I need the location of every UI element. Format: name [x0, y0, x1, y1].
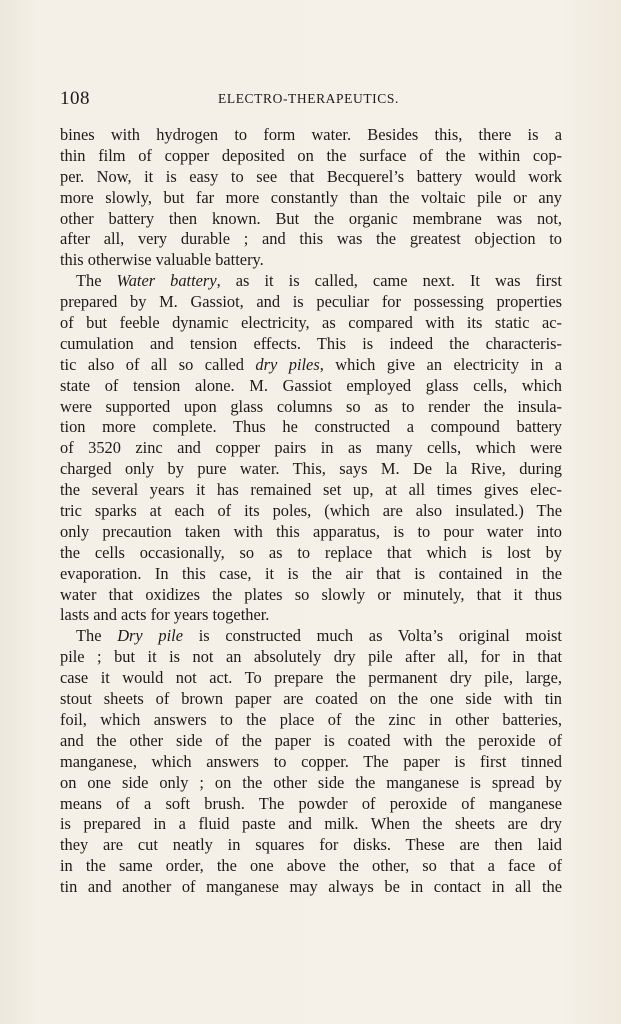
text-line: evaporation. In this case, it is the air that is contained in the — [60, 563, 562, 583]
text-line: prepared by M. Gassiot, and is peculiar for possessing properties — [60, 292, 562, 312]
text-line: manganese, which answers to copper. The paper is first tinned — [60, 751, 562, 771]
text-line: more slowly, but far more constantly than the voltaic pile or any — [60, 187, 562, 207]
text-line: tric sparks at each of its poles, (which are also insulated.) The — [60, 501, 562, 521]
italic-term: dry piles — [255, 354, 320, 374]
text-line: tion more complete. Thus he constructed a compound battery — [60, 417, 562, 437]
text-line: the several years it has remained set up, at all times gives elec- — [60, 480, 562, 500]
text-line: this otherwise valuable battery. — [60, 250, 264, 270]
text-line: pile ; but it is not an absolutely dry pile after all, for in that — [60, 647, 562, 667]
text-line: means of a soft brush. The powder of peroxide of manganese — [60, 793, 562, 813]
text-line: on one side only ; on the other side the manganese is spread by — [60, 772, 562, 792]
text-line: were supported upon glass columns so as to render the insula- — [60, 396, 562, 416]
text-line: The Dry pile is constructed much as Volta’s original moist — [76, 626, 562, 646]
text-line: other battery then known. But the organic membrane was not, — [60, 208, 562, 228]
text-line: water that oxidizes the plates so slowly or minutely, that it thus — [60, 584, 562, 604]
text-line: bines with hydrogen to form water. Besides this, there is a — [60, 125, 562, 144]
text-line: The Water battery, as it is called, came next. It was first — [76, 271, 562, 291]
italic-term: Dry pile — [117, 626, 184, 646]
text-line: after all, very durable ; and this was the greatest objection to — [60, 229, 562, 249]
text-line: of 3520 zinc and copper pairs in as many cells, which were — [60, 438, 562, 458]
text-line: only precaution taken with this apparatus, is to pour water into — [60, 521, 562, 541]
text-line: charged only by pure water. This, says M. De la Rive, during — [60, 459, 562, 479]
page-header — [60, 88, 565, 112]
italic-term: Water battery — [116, 271, 217, 291]
text-line: is prepared in a fluid paste and milk. When the sheets are dry — [60, 814, 562, 834]
text-line: tin and another of manganese may always be in contact in all the — [60, 877, 562, 897]
page-number: 108 — [60, 88, 90, 109]
running-head: ELECTRO-THERAPEUTICS. — [218, 91, 399, 106]
text-line: foil, which answers to the place of the zinc in other batteries, — [60, 709, 562, 729]
text-line: the cells occasionally, so as to replace that which is lost by — [60, 542, 562, 562]
text-line: they are cut neatly in squares for disks. These are then laid — [60, 835, 562, 855]
text-line: in the same order, the one above the other, so that a face of — [60, 856, 562, 876]
text-line: state of tension alone. M. Gassiot employed glass cells, which — [60, 375, 562, 395]
text-line: of but feeble dynamic electricity, as compared with its static ac- — [60, 313, 562, 333]
text-line: cumulation and tension effects. This is indeed the characteris- — [60, 333, 562, 353]
text-line: stout sheets of brown paper are coated on the one side with tin — [60, 689, 562, 709]
text-line: thin film of copper deposited on the surface of the within cop- — [60, 145, 562, 165]
text-line: case it would not act. To prepare the permanent dry pile, large, — [60, 668, 562, 688]
text-line: lasts and acts for years together. — [60, 605, 270, 625]
text-line: tic also of all so called dry piles, which give an electricity in a — [60, 354, 562, 374]
text-line: and the other side of the paper is coated with the peroxide of — [60, 730, 562, 750]
body-text — [60, 125, 562, 898]
text-line: per. Now, it is easy to see that Becquerel’s battery would work — [60, 166, 562, 186]
